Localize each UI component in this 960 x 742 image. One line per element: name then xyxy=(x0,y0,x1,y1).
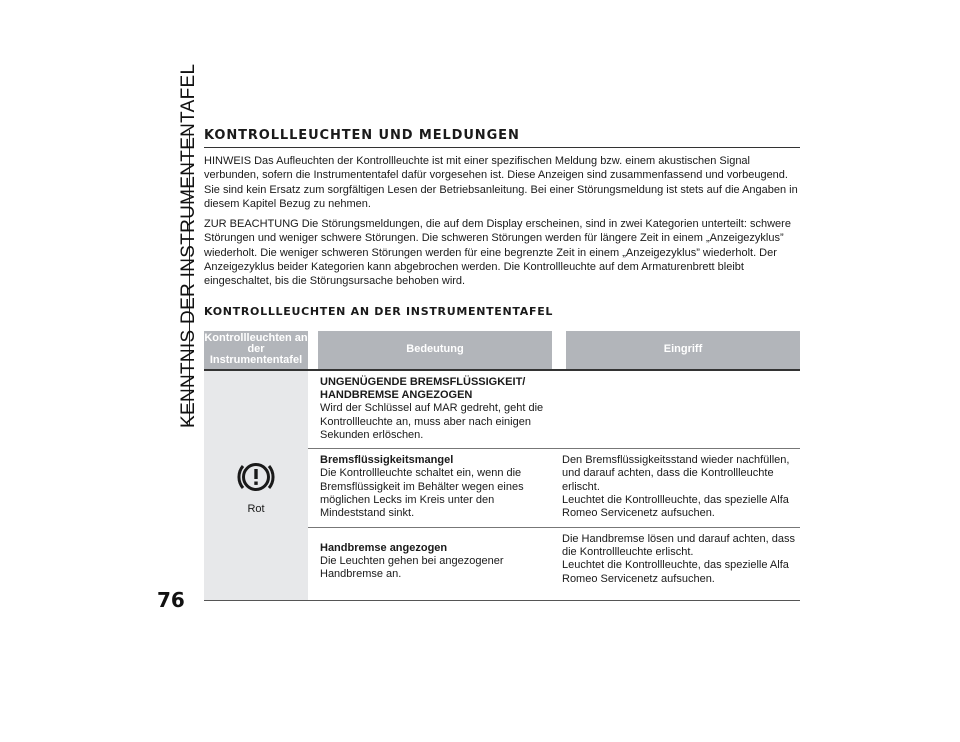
beachtung-paragraph: ZUR BEACHTUNG Die Störungsmeldungen, die auf dem Display erscheinen, sind in zwei Kategorien unterteilt: schwere Störungen und weniger schwere Störungen. Die schweren Störungen werden für längere Zeit in einem „Anzeigezyklus” wiederholt. Die weniger schweren Störungen werden für eine begrenzte Zeit in einem „Anzeigezyklus” wiederholt. Der Anzeigezyklus beider Kategorien kann abgebrochen werden. Die Kontrollleuchte auf dem Armaturenbrett bleibt eingeschaltet, bis die Störungsursache behoben wird. xyxy=(204,218,791,288)
meaning-cell xyxy=(320,376,554,442)
subsection-title: KONTROLLLEUCHTEN AN DER INSTRUMENTENTAFEL xyxy=(204,304,554,318)
page-number: 76 xyxy=(157,588,185,612)
hinweis-paragraph: HINWEIS Das Aufleuchten der Kontrollleuchte ist mit einer spezifischen Meldung bzw. einem akustischen Signal verbunden, sofern die Instrumententafel dafür vorgesehen ist. Diese Anzeigen sind zusammenfassend und vorbeugend. Sie sind kein Ersatz zum sorgfältigen Lesen der Betriebsanleitung. Bei einer Störungsmeldung ist stets auf die Angaben in diesem Kapitel Bezug zu nehmen. xyxy=(204,155,798,210)
section-title: KONTROLLLEUCHTEN UND MELDUNGEN xyxy=(204,128,800,148)
row-action: Leuchtet die Kontrollleuchte, das spezielle Alfa Romeo Servicenetz aufsuchen. xyxy=(562,559,789,585)
side-chapter-title: KENNTNIS DER INSTRUMENTENTAFEL xyxy=(178,63,199,428)
table-body xyxy=(204,371,800,601)
action-cell xyxy=(562,533,796,586)
row-title: UNGENÜGENDE BREMSFLÜSSIGKEIT/ HANDBREMSE ANGEZOGEN xyxy=(320,375,526,401)
row-meaning: Die Kontrollleuchte schaltet ein, wenn die Bremsflüssigkeit im Behälter wegen eines möglichen Lecks im Kreis unter den Mindeststand sinkt. xyxy=(320,467,524,520)
row-meaning: Die Leuchten gehen bei angezogener Handbremse an. xyxy=(320,554,504,581)
brake-warning-icon xyxy=(234,455,278,499)
warning-light-table xyxy=(204,331,800,601)
table-row xyxy=(308,371,800,448)
row-title: Handbremse angezogen xyxy=(320,541,448,554)
row-title: Bremsflüssigkeitsmangel xyxy=(320,454,454,467)
main-content xyxy=(204,128,800,601)
meaning-cell xyxy=(320,454,554,520)
lamp-cell xyxy=(204,371,308,600)
table-rows xyxy=(308,371,800,600)
row-action: Leuchtet die Kontrollleuchte, das spezielle Alfa Romeo Servicenetz aufsuchen. xyxy=(562,494,789,520)
table-header xyxy=(204,331,800,371)
action-cell xyxy=(562,376,796,442)
action-cell xyxy=(562,454,796,520)
table-row xyxy=(308,448,800,526)
row-action: Die Handbremse lösen und darauf achten, dass die Kontrollleuchte erlischt. xyxy=(562,532,795,558)
row-action: Den Bremsflüssigkeitsstand wieder nachfüllen, und darauf achten, dass die Kontrollleuchte erlischt. xyxy=(562,454,790,493)
row-meaning: Wird der Schlüssel auf MAR gedreht, geht die Kontrollleuchte an, muss aber nach einigen Sekunden erlöschen. xyxy=(320,402,544,441)
header-action: Eingriff xyxy=(566,331,800,369)
meaning-cell xyxy=(320,533,554,586)
lamp-color-label: Rot xyxy=(247,503,265,516)
header-meaning: Bedeutung xyxy=(318,331,552,369)
table-row xyxy=(308,527,800,600)
header-warning-lights: Kontrollleuchten an der Instrumententafel xyxy=(204,331,308,369)
